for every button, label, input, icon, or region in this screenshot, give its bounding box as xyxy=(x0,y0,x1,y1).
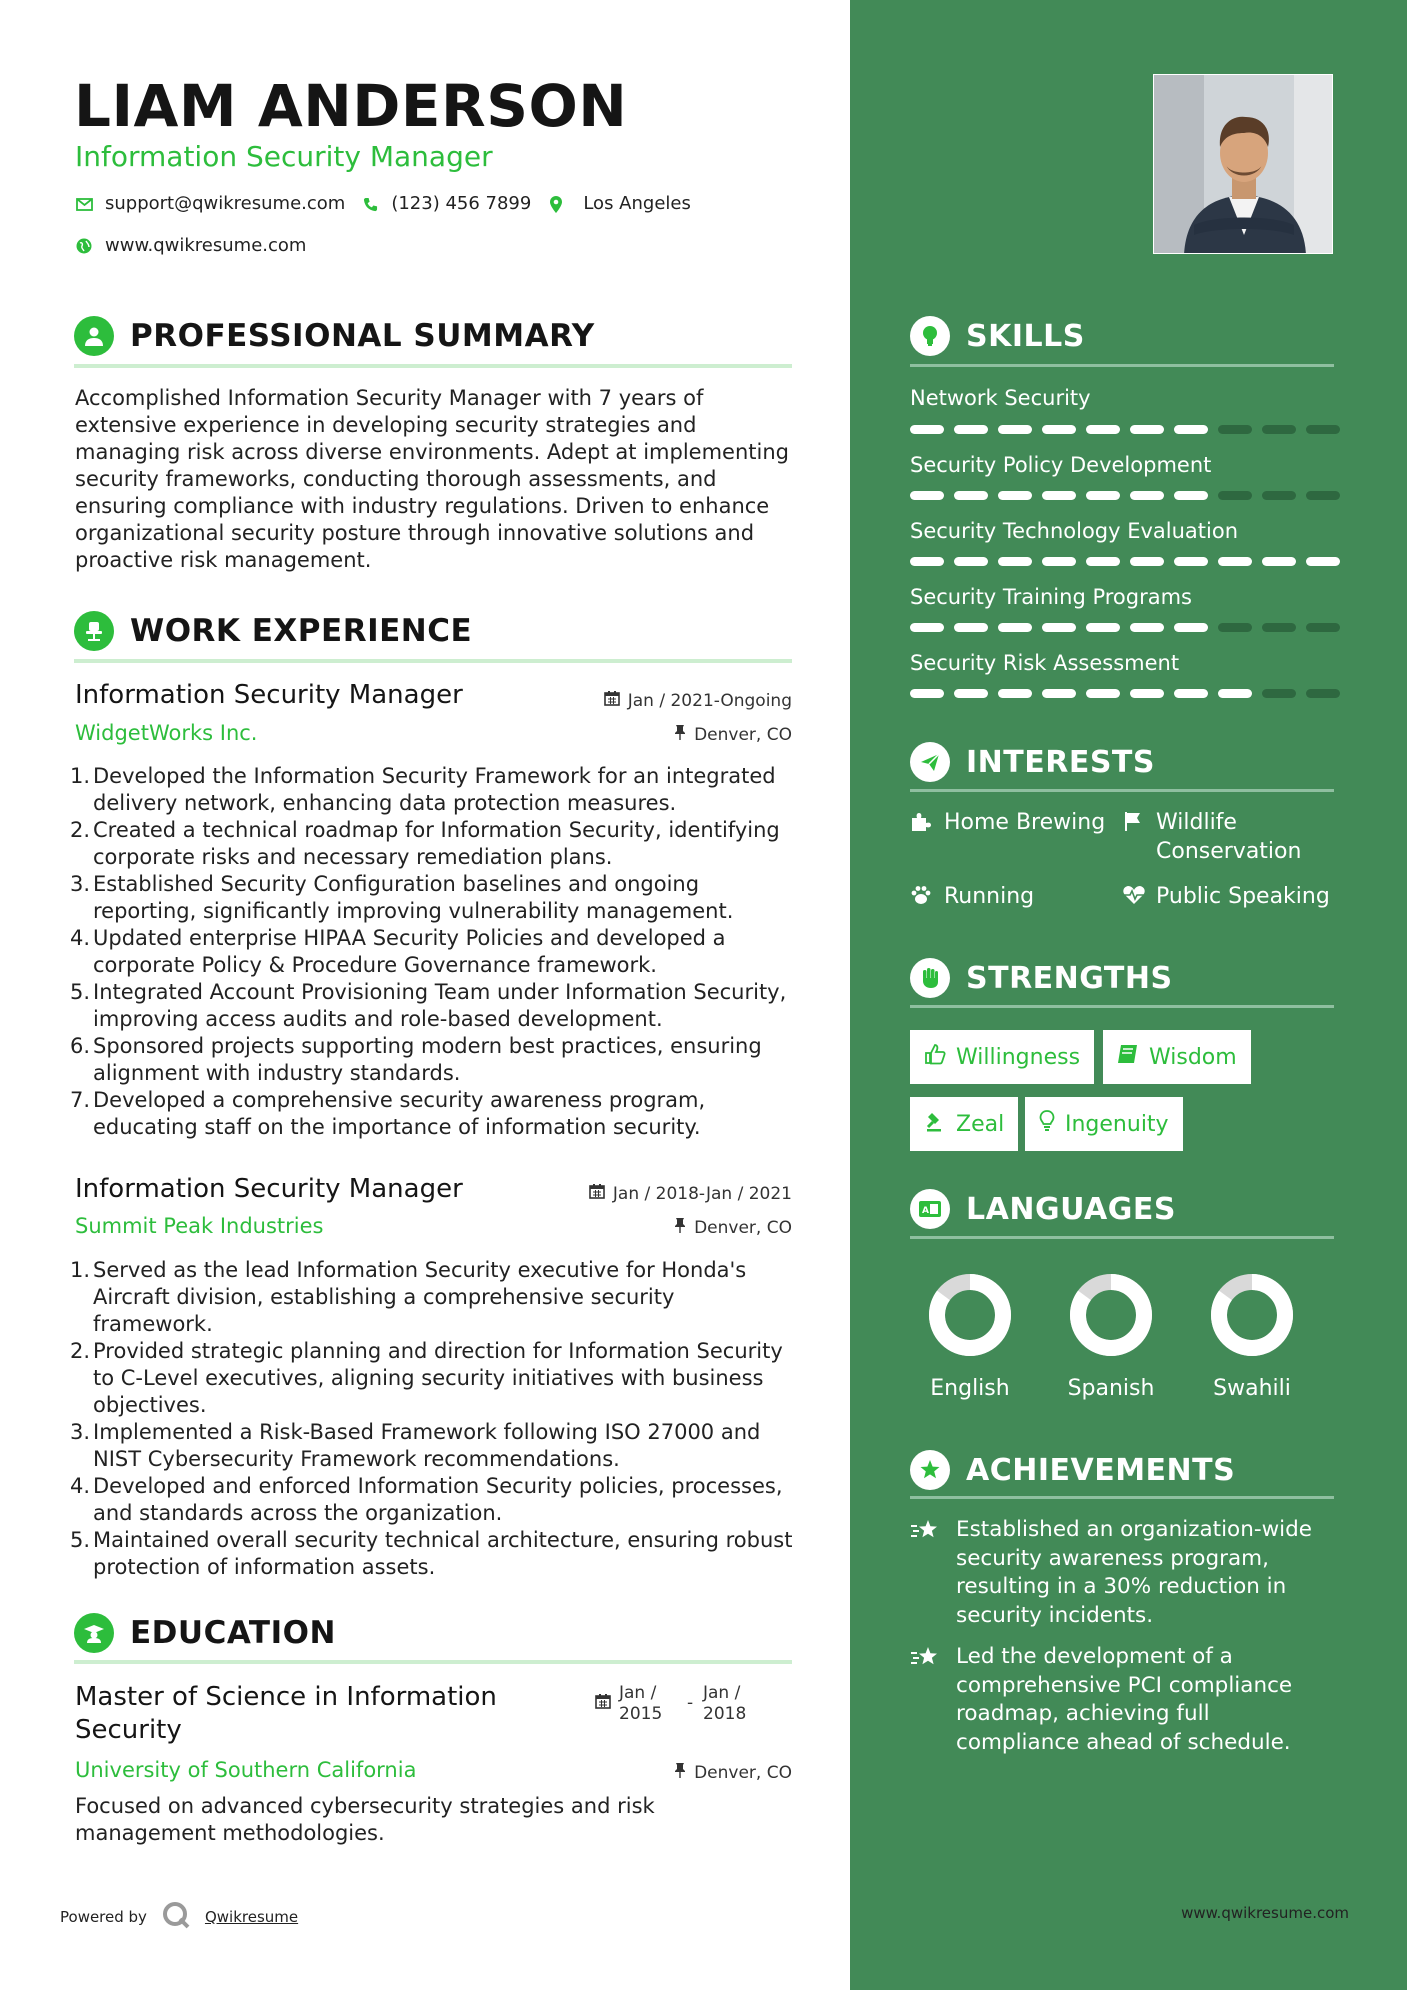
language-item xyxy=(1056,1270,1166,1401)
list-item: Implemented a Risk-Based Framework following ISO 27000 and NIST Cybersecurity Framework recommendations. xyxy=(93,1420,761,1471)
job-title: Information Security Manager xyxy=(75,680,463,710)
interests-heading xyxy=(910,742,1155,782)
interest-label: Home Brewing xyxy=(944,810,1106,835)
strength-chip xyxy=(910,1097,1018,1151)
skill-dash-filled xyxy=(1042,425,1076,434)
skill-dash-filled xyxy=(1086,689,1120,698)
location-text: Los Angeles xyxy=(583,193,691,214)
flag-icon xyxy=(1122,808,1144,866)
skill-dash-empty xyxy=(1218,623,1252,632)
skill-dash-empty xyxy=(1262,491,1296,500)
job-bullets xyxy=(70,1257,800,1581)
skill-dash-filled xyxy=(954,491,988,500)
job-dates-text: Jan / 2021-Ongoing xyxy=(627,691,792,711)
language-item xyxy=(1197,1270,1307,1401)
list-item: Created a technical roadmap for Information Security, identifying corporate risks and necessary remediation plans. xyxy=(93,818,780,869)
skill-dash-filled xyxy=(1218,557,1252,566)
job-title: Information Security Manager xyxy=(75,1174,463,1204)
job-location-text: Denver, CO xyxy=(694,1218,792,1238)
skill-dash-filled xyxy=(1174,557,1208,566)
calendar-icon xyxy=(604,690,620,712)
list-item: Developed and enforced Information Security policies, processes, and standards across the organization. xyxy=(93,1474,783,1525)
puzzle-icon xyxy=(910,808,932,840)
job-location xyxy=(674,724,792,746)
strengths-heading xyxy=(910,958,1173,998)
interest-item xyxy=(910,808,1110,840)
list-item: Integrated Account Provisioning Team under Information Security, improving access audits and role-based development. xyxy=(93,980,787,1031)
skill-dash-filled xyxy=(1130,557,1164,566)
pushpin-icon xyxy=(674,724,686,746)
job-location xyxy=(674,1217,792,1239)
phone-text: (123) 456 7899 xyxy=(391,193,532,214)
list-item: Provided strategic planning and direction for Information Security to C-Level executives, aligning security initiatives with business objectives. xyxy=(93,1339,783,1417)
skill-dash-filled xyxy=(1086,557,1120,566)
languages-divider xyxy=(910,1236,1334,1239)
skill-meter xyxy=(910,491,1340,500)
list-item: Established Security Configuration baselines and ongoing reporting, significantly improving vulnerability management. xyxy=(93,872,734,923)
book-icon xyxy=(1117,1044,1139,1070)
job-dates xyxy=(589,1183,792,1205)
summary-divider xyxy=(74,364,792,368)
languages-title: LANGUAGES xyxy=(966,1191,1176,1227)
skills-heading xyxy=(910,316,1085,356)
skill-dash-empty xyxy=(1218,491,1252,500)
language-label: Swahili xyxy=(1213,1376,1291,1401)
strength-label: Wisdom xyxy=(1149,1044,1237,1070)
education-description: Focused on advanced cybersecurity strategies and risk management methodologies. xyxy=(75,1794,655,1845)
contact-row xyxy=(75,192,691,216)
summary-title: PROFESSIONAL SUMMARY xyxy=(130,318,595,354)
skill-dash-empty xyxy=(1218,425,1252,434)
education-dates xyxy=(595,1683,763,1725)
skill-dash-filled xyxy=(1042,557,1076,566)
skill-label: Network Security xyxy=(910,386,1091,410)
powered-by-label: Powered by xyxy=(60,1908,147,1926)
experience-heading xyxy=(74,611,472,651)
gavel-icon xyxy=(924,1110,946,1138)
star-badge-icon xyxy=(910,1450,950,1490)
skill-dash-empty xyxy=(1306,689,1340,698)
skill-dash-filled xyxy=(998,491,1032,500)
education-start-month: Jan / xyxy=(619,1683,657,1703)
degree-line-1: Master of Science in Information xyxy=(75,1682,497,1712)
skill-dash-filled xyxy=(954,623,988,632)
qwikresume-logo-icon xyxy=(161,1900,191,1934)
achievements-title: ACHIEVEMENTS xyxy=(966,1452,1236,1488)
skills-divider xyxy=(910,364,1334,367)
chair-icon xyxy=(74,611,114,651)
skill-dash-filled xyxy=(1042,689,1076,698)
skill-dash-filled xyxy=(910,557,944,566)
skill-dash-filled xyxy=(1174,425,1208,434)
envelope-icon xyxy=(75,195,93,213)
skill-dash-filled xyxy=(954,425,988,434)
skill-dash-filled xyxy=(1042,491,1076,500)
lightbulb-icon xyxy=(1039,1110,1055,1138)
footer-website[interactable]: www.qwikresume.com xyxy=(1181,1904,1349,1922)
strength-chip xyxy=(1103,1030,1251,1084)
skill-dash-filled xyxy=(1218,689,1252,698)
language-ring xyxy=(1066,1270,1156,1360)
achievement-text: Led the development of a comprehensive PCI compliance roadmap, achieving full compliance ahead of schedule. xyxy=(956,1644,1293,1755)
paper-plane-icon xyxy=(910,742,950,782)
strength-chip xyxy=(1025,1097,1183,1151)
interest-label: Wildlife Conservation xyxy=(1156,810,1302,864)
job-company: Summit Peak Industries xyxy=(75,1214,324,1238)
skill-dash-filled xyxy=(910,623,944,632)
star-icon xyxy=(910,1643,942,1757)
interest-item xyxy=(1122,808,1322,866)
languages-heading xyxy=(910,1189,1176,1229)
map-pin-icon xyxy=(547,195,565,213)
skill-dash-filled xyxy=(1086,425,1120,434)
strengths-divider xyxy=(910,1005,1334,1008)
phone-icon xyxy=(361,195,379,213)
experience-title: WORK EXPERIENCE xyxy=(130,613,473,649)
summary-heading xyxy=(74,316,595,356)
calendar-icon xyxy=(595,1683,611,1715)
education-title: EDUCATION xyxy=(130,1615,336,1651)
education-heading xyxy=(74,1613,336,1653)
skill-dash-filled xyxy=(910,425,944,434)
candidate-title: Information Security Manager xyxy=(75,140,493,173)
degree-line-2: Security xyxy=(75,1715,182,1745)
skill-label: Security Training Programs xyxy=(910,585,1192,609)
achievement-text: Established an organization-wide security awareness program, resulting in a 30% reduction in security incidents. xyxy=(956,1517,1313,1628)
skill-dash-filled xyxy=(1130,425,1164,434)
skill-dash-filled xyxy=(954,689,988,698)
strengths-title: STRENGTHS xyxy=(966,960,1173,996)
skill-dash-filled xyxy=(1086,491,1120,500)
list-item: Maintained overall security technical architecture, ensuring robust protection of information assets. xyxy=(93,1528,793,1579)
strength-label: Zeal xyxy=(956,1111,1005,1137)
skill-dash-empty xyxy=(1262,689,1296,698)
list-item: Served as the lead Information Security executive for Honda's Aircraft division, establishing a comprehensive security framework. xyxy=(93,1258,747,1336)
skill-meter xyxy=(910,557,1340,566)
skill-dash-filled xyxy=(1130,491,1164,500)
interest-label: Running xyxy=(944,884,1035,909)
skill-dash-empty xyxy=(1306,623,1340,632)
heartbeat-icon xyxy=(1122,882,1144,914)
education-location-text: Denver, CO xyxy=(694,1763,792,1783)
skill-dash-filled xyxy=(1306,557,1340,566)
job-bullets xyxy=(70,763,800,1141)
skills-title: SKILLS xyxy=(966,318,1085,354)
fist-icon xyxy=(910,958,950,998)
lightbulb-icon xyxy=(910,316,950,356)
globe-icon xyxy=(75,237,93,255)
achievements-divider xyxy=(910,1496,1334,1499)
skill-dash-filled xyxy=(998,689,1032,698)
language-ring xyxy=(1207,1270,1297,1360)
skill-dash-filled xyxy=(1262,557,1296,566)
skill-dash-filled xyxy=(1086,623,1120,632)
language-icon xyxy=(910,1189,950,1229)
language-ring xyxy=(925,1270,1015,1360)
achievement-item xyxy=(910,1516,1335,1630)
strength-chip xyxy=(910,1030,1094,1084)
svg-text:A: A xyxy=(922,1206,929,1216)
language-label: Spanish xyxy=(1067,1376,1155,1401)
skill-label: Security Technology Evaluation xyxy=(910,519,1239,543)
skill-dash-empty xyxy=(1306,425,1340,434)
education-start-year: 2015 xyxy=(619,1704,663,1724)
interest-label: Public Speaking xyxy=(1156,884,1330,909)
skill-dash-filled xyxy=(998,425,1032,434)
education-end xyxy=(703,1683,763,1725)
skill-label: Security Policy Development xyxy=(910,453,1212,477)
list-item: Developed the Information Security Framework for an integrated delivery network, enhancing data protection measures. xyxy=(93,764,776,815)
strength-label: Ingenuity xyxy=(1065,1111,1169,1137)
achievements-heading xyxy=(910,1450,1235,1490)
skill-label: Security Risk Assessment xyxy=(910,651,1180,675)
pushpin-icon xyxy=(674,1762,686,1784)
skill-dash-filled xyxy=(1174,689,1208,698)
education-date-sep: - xyxy=(687,1693,694,1713)
interest-item xyxy=(1122,882,1342,914)
list-item: Updated enterprise HIPAA Security Policies and developed a corporate Policy & Procedure Governance framework. xyxy=(93,926,726,977)
website-link[interactable]: www.qwikresume.com xyxy=(105,235,307,256)
job-location-text: Denver, CO xyxy=(694,725,792,745)
interests-divider xyxy=(910,789,1334,792)
skill-dash-filled xyxy=(1130,623,1164,632)
skill-dash-filled xyxy=(1174,623,1208,632)
thumbs-up-icon xyxy=(924,1043,946,1071)
education-start xyxy=(619,1683,679,1725)
profile-photo xyxy=(1153,74,1333,254)
paw-icon xyxy=(910,882,932,914)
skill-dash-filled xyxy=(954,557,988,566)
email-link[interactable]: support@qwikresume.com xyxy=(105,193,346,214)
skill-dash-filled xyxy=(1174,491,1208,500)
skill-meter xyxy=(910,623,1340,632)
degree-title xyxy=(75,1681,515,1747)
list-item: Developed a comprehensive security awareness program, educating staff on the importance of information security. xyxy=(93,1088,706,1139)
skill-dash-filled xyxy=(1130,689,1164,698)
interest-item xyxy=(910,882,1110,914)
education-location xyxy=(674,1762,792,1784)
user-icon xyxy=(74,316,114,356)
star-icon xyxy=(910,1516,942,1630)
graduate-icon xyxy=(74,1613,114,1653)
education-end-month: Jan / xyxy=(703,1683,741,1703)
skill-meter xyxy=(910,689,1340,698)
list-item: Sponsored projects supporting modern best practices, ensuring alignment with industry standards. xyxy=(93,1034,762,1085)
skill-dash-empty xyxy=(1262,623,1296,632)
job-dates-text: Jan / 2018-Jan / 2021 xyxy=(612,1184,792,1204)
skill-dash-filled xyxy=(1042,623,1076,632)
education-end-year: 2018 xyxy=(703,1704,747,1724)
language-item xyxy=(915,1270,1025,1401)
strength-label: Willingness xyxy=(956,1044,1081,1070)
language-label: English xyxy=(930,1376,1010,1401)
skill-dash-filled xyxy=(998,623,1032,632)
skill-dash-filled xyxy=(998,557,1032,566)
job-company: WidgetWorks Inc. xyxy=(75,721,258,745)
job-dates xyxy=(604,690,792,712)
education-divider xyxy=(74,1660,792,1664)
interests-title: INTERESTS xyxy=(966,744,1155,780)
candidate-name: LIAM ANDERSON xyxy=(74,72,628,140)
skill-dash-empty xyxy=(1306,491,1340,500)
skill-dash-filled xyxy=(910,689,944,698)
brand-link[interactable]: Qwikresume xyxy=(204,1908,299,1926)
skill-dash-filled xyxy=(910,491,944,500)
summary-text: Accomplished Information Security Manager with 7 years of extensive experience in developing security strategies and managing risk across diverse environments. Adept at implementing security frameworks, conducting thorough assessments, and ensuring compliance with industry regulations. Driven to enhance organizational security posture through innovative solutions and proactive risk management. xyxy=(75,386,789,572)
experience-divider xyxy=(74,659,792,663)
skill-meter xyxy=(910,425,1340,434)
skill-dash-empty xyxy=(1262,425,1296,434)
pushpin-icon xyxy=(674,1217,686,1239)
school-name: University of Southern California xyxy=(75,1758,417,1782)
powered-by xyxy=(60,1900,298,1934)
website-row xyxy=(75,234,306,258)
achievement-item xyxy=(910,1643,1335,1757)
calendar-icon xyxy=(589,1183,605,1205)
